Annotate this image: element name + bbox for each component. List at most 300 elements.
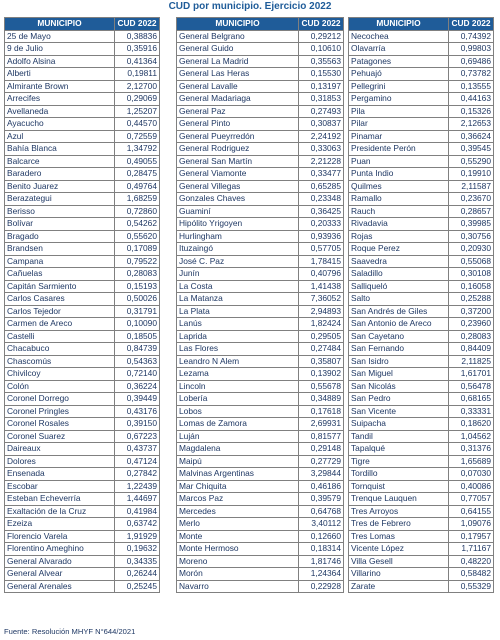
table-row [349,505,494,518]
table-row [349,318,494,331]
table-row [5,93,160,106]
table-row [349,468,494,481]
municipio-name: Benito Juarez [5,180,115,193]
municipio-name: Esteban Echeverría [5,493,115,506]
table-row [349,330,494,343]
table-row [177,468,344,481]
municipio-name: General Pueyrredón [177,130,299,143]
table-row [177,68,344,81]
table-row [177,455,344,468]
cud-value: 0,34335 [115,555,160,568]
table-row [5,455,160,468]
cud-value: 0,40796 [299,268,344,281]
municipio-name: Lezama [177,368,299,381]
table-row [349,305,494,318]
municipio-name: Bragado [5,230,115,243]
cud-value: 0,50026 [115,293,160,306]
table-row [349,580,494,593]
municipio-name: Carmen de Areco [5,318,115,331]
municipio-name: La Plata [177,305,299,318]
table-row [5,480,160,493]
cud-value: 0,25245 [115,580,160,593]
table-row [349,430,494,443]
table-row [349,405,494,418]
table-row [5,243,160,256]
table-row [177,393,344,406]
cud-value: 3,40112 [299,518,344,531]
municipio-name: Saladillo [349,268,449,281]
municipio-name: Salto [349,293,449,306]
cud-value: 0,40086 [449,480,494,493]
municipio-name: Morón [177,568,299,581]
cud-value: 0,55678 [299,380,344,393]
table-row [349,155,494,168]
table-row [349,343,494,356]
cud-value: 0,31376 [449,443,494,456]
cud-value: 0,29148 [299,443,344,456]
cud-value: 0,39150 [115,418,160,431]
table-row [349,243,494,256]
municipio-name: General Arenales [5,580,115,593]
municipio-name: San Miguel [349,368,449,381]
table-row [5,30,160,43]
cud-value: 0,54363 [115,355,160,368]
cud-value: 0,30108 [449,268,494,281]
cud-value: 0,19632 [115,543,160,556]
cud-value: 0,31791 [115,305,160,318]
municipio-name: Castelli [5,330,115,343]
municipio-name: Junín [177,268,299,281]
municipio-name: Daireaux [5,443,115,456]
cud-value: 1,91929 [115,530,160,543]
table-row [177,443,344,456]
table-row [349,268,494,281]
cud-value: 2,11587 [449,180,494,193]
table-row [5,218,160,231]
cud-value: 0,36224 [115,380,160,393]
cud-value: 0,41984 [115,505,160,518]
municipio-name: Tres Lomas [349,530,449,543]
cud-value: 0,31853 [299,93,344,106]
table-row [349,393,494,406]
table-row [349,543,494,556]
header-municipio: MUNICIPIO [177,18,299,31]
table-header [5,18,160,31]
table-row [5,118,160,131]
table-row [349,568,494,581]
municipio-name: Pergamino [349,93,449,106]
table-row [349,205,494,218]
table-row [5,543,160,556]
table-row [177,418,344,431]
cud-value: 0,72860 [115,205,160,218]
cud-value: 0,65285 [299,180,344,193]
cud-value: 0,41364 [115,55,160,68]
cud-value: 0,16058 [449,280,494,293]
cud-value: 0,23670 [449,193,494,206]
cud-value: 0,69486 [449,55,494,68]
municipio-name: General San Martín [177,155,299,168]
municipio-name: Avellaneda [5,105,115,118]
municipio-name: Ezeiza [5,518,115,531]
municipio-name: Tigre [349,455,449,468]
municipio-name: Carlos Casares [5,293,115,306]
table-row [5,418,160,431]
table-row [5,43,160,56]
table-row [177,93,344,106]
cud-value: 3,29844 [299,468,344,481]
table-row [177,580,344,593]
table-row [177,118,344,131]
table-row [177,330,344,343]
municipio-name: Bahía Blanca [5,143,115,156]
table-row [177,543,344,556]
table-header [177,18,344,31]
table-row [349,168,494,181]
cud-value: 0,22928 [299,580,344,593]
municipio-name: San Antonio de Areco [349,318,449,331]
table-row [5,368,160,381]
municipio-name: San Vicente [349,405,449,418]
table-row [5,318,160,331]
cud-value: 0,35916 [115,43,160,56]
municipio-name: Monte Hermoso [177,543,299,556]
cud-value: 0,33331 [449,405,494,418]
table-row [349,480,494,493]
cud-value: 0,55290 [449,155,494,168]
municipio-name: Carlos Tejedor [5,305,115,318]
cud-value: 0,39545 [449,143,494,156]
table-row [5,493,160,506]
municipio-name: Arrecifes [5,93,115,106]
municipio-name: General Lavalle [177,80,299,93]
cud-value: 0,44163 [449,93,494,106]
municipio-name: Pilar [349,118,449,131]
municipio-name: Brandsen [5,243,115,256]
municipio-name: Campana [5,255,115,268]
cud-value: 0,34889 [299,393,344,406]
cud-value: 2,69931 [299,418,344,431]
municipio-name: Luján [177,430,299,443]
municipio-name: Ituzaingó [177,243,299,256]
cud-value: 0,07030 [449,468,494,481]
cud-value: 0,13197 [299,80,344,93]
table-row [5,393,160,406]
municipio-name: General Villegas [177,180,299,193]
cud-value: 0,72140 [115,368,160,381]
municipio-name: Maipú [177,455,299,468]
table-row [349,118,494,131]
municipio-name: Zarate [349,580,449,593]
cud-value: 0,93936 [299,230,344,243]
cud-value: 0,49764 [115,180,160,193]
cud-value: 0,28657 [449,205,494,218]
table-row [177,80,344,93]
municipio-name: San Pedro [349,393,449,406]
municipio-name: Chacabuco [5,343,115,356]
cud-value: 0,33477 [299,168,344,181]
municipio-name: Necochea [349,30,449,43]
municipio-name: Capitán Sarmiento [5,280,115,293]
municipio-name: Gonzales Chaves [177,193,299,206]
table-row [5,305,160,318]
municipio-name: Ensenada [5,468,115,481]
table-row [177,568,344,581]
table-row [177,493,344,506]
table-row [5,68,160,81]
municipio-name: 9 de Julio [5,43,115,56]
municipio-name: Chivilcoy [5,368,115,381]
table-row [349,193,494,206]
municipio-name: Azul [5,130,115,143]
cud-value: 2,21228 [299,155,344,168]
table-row [5,193,160,206]
cud-value: 0,43737 [115,443,160,456]
cud-value: 1,41438 [299,280,344,293]
cud-value: 0,10090 [115,318,160,331]
table-row [349,355,494,368]
table-row [177,280,344,293]
municipio-name: Punta Indio [349,168,449,181]
municipio-name: San Nicolás [349,380,449,393]
cud-value: 0,84409 [449,343,494,356]
municipio-name: Colón [5,380,115,393]
table-row [177,518,344,531]
municipio-name: Saavedra [349,255,449,268]
cud-value: 0,30756 [449,230,494,243]
cud-value: 0,77057 [449,493,494,506]
table-row [349,255,494,268]
municipio-name: Hipólito Yrigoyen [177,218,299,231]
table-row [5,555,160,568]
table-row [349,280,494,293]
table-row [177,168,344,181]
table-row [177,43,344,56]
municipio-name: Rojas [349,230,449,243]
cud-value: 0,29069 [115,93,160,106]
cud-value: 0,10610 [299,43,344,56]
municipio-name: Pehuajó [349,68,449,81]
cud-value: 0,46186 [299,480,344,493]
cud-value: 0,49055 [115,155,160,168]
table-row [177,218,344,231]
header-cud-2022: CUD 2022 [115,18,160,31]
cud-value: 0,64155 [449,505,494,518]
municipio-name: Almirante Brown [5,80,115,93]
municipio-name: Dolores [5,455,115,468]
cud-value: 0,63742 [115,518,160,531]
table-row [177,55,344,68]
cud-value: 2,12653 [449,118,494,131]
municipio-name: Florencio Varela [5,530,115,543]
municipio-name: Rauch [349,205,449,218]
municipio-name: 25 de Mayo [5,30,115,43]
municipio-name: Marcos Paz [177,493,299,506]
municipio-name: Hurlingham [177,230,299,243]
municipio-name: Pinamar [349,130,449,143]
municipio-name: Quilmes [349,180,449,193]
cud-value: 0,12660 [299,530,344,543]
municipio-name: General Madariaga [177,93,299,106]
cud-value: 0,17957 [449,530,494,543]
table-row [349,80,494,93]
municipio-name: Berisso [5,205,115,218]
cud-value: 0,17089 [115,243,160,256]
table-row [5,380,160,393]
cud-value: 0,73782 [449,68,494,81]
page-title: CUD por municipio. Ejercicio 2022 [168,1,332,12]
cud-value: 0,33063 [299,143,344,156]
table-row [5,268,160,281]
cud-value: 0,84739 [115,343,160,356]
municipio-name: Tordillo [349,468,449,481]
cud-value: 0,54262 [115,218,160,231]
cud-value: 0,39985 [449,218,494,231]
table-row [177,193,344,206]
municipio-name: Adolfo Alsina [5,55,115,68]
municipio-name: Lobos [177,405,299,418]
table-row [177,143,344,156]
cud-value: 0,17618 [299,405,344,418]
municipio-name: Ramallo [349,193,449,206]
table-row [5,468,160,481]
cud-value: 1,22439 [115,480,160,493]
municipio-name: Coronel Dorrego [5,393,115,406]
cud-value: 0,28083 [115,268,160,281]
municipio-name: La Matanza [177,293,299,306]
table-row [5,580,160,593]
table-row [177,430,344,443]
cud-value: 2,24192 [299,130,344,143]
municipio-name: Villarino [349,568,449,581]
table-row [177,505,344,518]
municipio-table-1 [4,17,160,593]
municipio-name: Baradero [5,168,115,181]
cud-value: 0,18620 [449,418,494,431]
cud-value: 1,09076 [449,518,494,531]
cud-value: 0,27842 [115,468,160,481]
municipio-name: General Las Heras [177,68,299,81]
municipio-name: Trenque Lauquen [349,493,449,506]
table-row [349,443,494,456]
cud-value: 0,23348 [299,193,344,206]
table-row [5,505,160,518]
municipio-name: Tres de Febrero [349,518,449,531]
municipio-name: Florentino Ameghino [5,543,115,556]
table-row [177,368,344,381]
municipio-name: Coronel Rosales [5,418,115,431]
municipio-name: Merlo [177,518,299,531]
cud-value: 0,28083 [449,330,494,343]
table-row [177,230,344,243]
cud-value: 1,81746 [299,555,344,568]
table-row [177,105,344,118]
municipio-name: Salliqueló [349,280,449,293]
cud-value: 0,27729 [299,455,344,468]
cud-value: 0,20930 [449,243,494,256]
cud-value: 0,27484 [299,343,344,356]
cud-value: 0,19910 [449,168,494,181]
header-municipio: MUNICIPIO [349,18,449,31]
cud-value: 7,36052 [299,293,344,306]
table-row [349,518,494,531]
cud-value: 1,65689 [449,455,494,468]
table-row [5,80,160,93]
municipio-name: Suipacha [349,418,449,431]
cud-value: 0,20333 [299,218,344,231]
cud-value: 0,13902 [299,368,344,381]
municipio-name: San Cayetano [349,330,449,343]
table-row [177,243,344,256]
municipio-name: Magdalena [177,443,299,456]
cud-value: 1,78415 [299,255,344,268]
municipio-name: Puan [349,155,449,168]
cud-value: 0,25288 [449,293,494,306]
municipio-name: Vicente López [349,543,449,556]
table-row [5,143,160,156]
table-row [349,493,494,506]
cud-value: 1,25207 [115,105,160,118]
municipio-name: Mar Chiquita [177,480,299,493]
municipio-name: Pellegrini [349,80,449,93]
table-header [349,18,494,31]
municipio-name: San Isidro [349,355,449,368]
municipio-name: José C. Paz [177,255,299,268]
table-row [5,155,160,168]
cud-value: 0,79522 [115,255,160,268]
cud-value: 0,27493 [299,105,344,118]
header-municipio: MUNICIPIO [5,18,115,31]
table-row [177,130,344,143]
municipio-name: Navarro [177,580,299,593]
cud-value: 0,74392 [449,30,494,43]
table-row [5,280,160,293]
cud-value: 0,13555 [449,80,494,93]
municipio-name: Malvinas Argentinas [177,468,299,481]
municipio-name: Moreno [177,555,299,568]
table-row [177,405,344,418]
cud-value: 0,44570 [115,118,160,131]
table-row [349,455,494,468]
municipio-name: Laprida [177,330,299,343]
municipio-name: Las Flores [177,343,299,356]
municipio-name: Tandil [349,430,449,443]
cud-value: 0,39449 [115,393,160,406]
municipio-name: Lincoln [177,380,299,393]
table-row [5,105,160,118]
municipio-name: San Fernando [349,343,449,356]
cud-value: 0,19811 [115,68,160,81]
municipio-name: Chascomús [5,355,115,368]
table-row [349,55,494,68]
table-row [5,530,160,543]
municipio-name: Coronel Pringles [5,405,115,418]
table-row [5,405,160,418]
cud-value: 0,48220 [449,555,494,568]
table-row [177,293,344,306]
municipio-name: Monte [177,530,299,543]
table-row [5,168,160,181]
cud-value: 1,04562 [449,430,494,443]
municipio-name: Presidente Perón [349,143,449,156]
cud-value: 0,64768 [299,505,344,518]
cud-value: 1,68259 [115,193,160,206]
cud-value: 0,55620 [115,230,160,243]
municipio-name: Ayacucho [5,118,115,131]
cud-value: 0,39579 [299,493,344,506]
cud-value: 1,44697 [115,493,160,506]
table-row [177,530,344,543]
